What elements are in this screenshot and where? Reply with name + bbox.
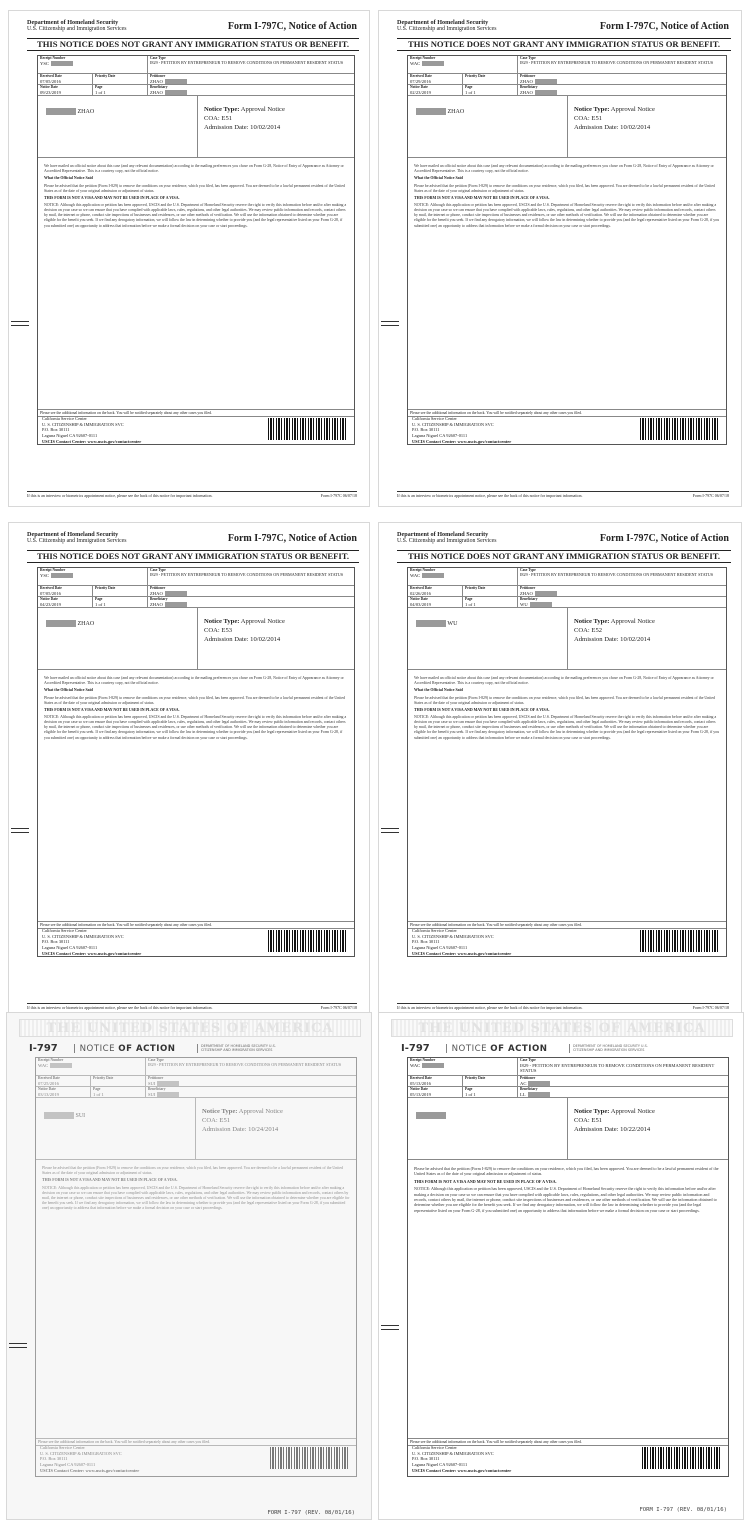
bottom-note: If this is an interview or biometrics appointment notice, please see the back of this notice for important information. Form I-797C 06/07/18 <box>397 493 729 498</box>
notice-date-label: Notice Date <box>410 85 428 89</box>
notice-type: Approval Notice <box>610 618 655 625</box>
petitioner-name: ZHAO <box>150 590 163 596</box>
notice-date-label: Notice Date <box>40 597 58 601</box>
case-type-label: Case Type <box>520 56 536 60</box>
dept-title: Department of Homeland Security <box>27 19 119 26</box>
approval-paragraph: Please be advised that the petition (Form I-829) to remove the conditions on your residence, which you filed, has been approved. You are deemed to be a lawful permanent resident of the United States as of the date of your original admission or adjustment of status. <box>414 183 716 193</box>
redaction <box>51 61 73 66</box>
redaction <box>535 591 557 596</box>
form-number: FORM I-797 (REV. 08/01/16) <box>267 1510 355 1516</box>
redaction <box>165 90 187 95</box>
petitioner-name: SUI <box>148 1080 156 1086</box>
approval-paragraph: Please be advised that the petition (Form I-829) to remove the conditions on your residence, which you filed, has been approved. You are deemed to be a lawful permanent resident of the United States as of the date of your original admission or adjustment of status. <box>44 695 346 705</box>
notice-body <box>42 1166 350 1213</box>
form-frame <box>407 55 727 445</box>
form-frame <box>35 1057 357 1477</box>
notice-page-3 <box>8 522 370 1019</box>
form-number: Form I-797C 06/07/18 <box>692 493 729 498</box>
petitioner-label: Petitioner <box>520 1076 536 1080</box>
notice-body <box>414 1166 722 1215</box>
admission-date: 10/22/2014 <box>620 1125 651 1133</box>
service-center: California Service Center U. S. CITIZENSHIP & IMMIGRATION SVC P.O. Box 30111 Laguna Niguel CA 92607-0111 USCIS Contact Center: www.uscis.gov/contactcenter <box>412 1445 512 1473</box>
page-count: 1 of 1 <box>95 601 106 607</box>
form-title: Form I-797C, Notice of Action <box>599 533 729 544</box>
received-label: Received Date <box>40 74 62 78</box>
dept-title: Department of Homeland Security <box>27 531 119 538</box>
notice-body <box>44 164 348 231</box>
redaction <box>422 1063 444 1068</box>
approval-paragraph: Please be advised that the petition (Form I-829) to remove the conditions on your residence, which you filed, has been approved. You are deemed to be a lawful permanent resident of the United States as of the date of your original admission or adjustment of status. <box>414 1166 719 1177</box>
page-label: Page <box>95 85 103 89</box>
footer-note: Please see the additional information on the back. You will be notified separately about any other cases you filed. <box>38 409 354 417</box>
form-frame <box>37 567 355 957</box>
admission-label: Admission Date: <box>574 123 619 131</box>
form-title: I-797 <box>401 1043 430 1054</box>
received-label: Received Date <box>410 586 432 590</box>
receipt-label: Receipt Number <box>410 1058 436 1062</box>
notice-type-label: Notice Type: <box>574 618 610 625</box>
receipt-number: WAC <box>410 60 421 66</box>
usa-banner: THE UNITED STATES OF AMERICA <box>19 1019 361 1037</box>
footer-note: Please see the additional information on the back. You will be notified separately about any other cases you filed. <box>408 1438 728 1446</box>
notice-body <box>414 676 720 743</box>
official-heading: What the Official Notice Said <box>414 688 463 693</box>
redaction <box>165 602 187 607</box>
barcode <box>642 1447 720 1469</box>
coa-value: E53 <box>221 626 233 634</box>
notice-date: 09/23/2019 <box>40 89 61 95</box>
approval-paragraph: Please be advised that the petition (Form I-829) to remove the conditions on your residence, which you filed, has been approved. You are deemed to be a lawful permanent resident of the United States as of the date of your original admission or adjustment of status. <box>44 183 346 193</box>
coa-value: E52 <box>591 626 603 634</box>
beneficiary-label: Beneficiary <box>150 85 168 89</box>
receipt-number: YSC <box>40 572 49 578</box>
form-frame <box>37 55 355 445</box>
footer-note: Please see the additional information on the back. You will be notified separately about any other cases you filed. <box>408 409 726 417</box>
beneficiary-name: LL <box>520 1091 526 1097</box>
notice-date: 04/03/2019 <box>410 601 431 607</box>
verification-paragraph: NOTICE: Although this application or petition has been approved, USCIS and the U.S. Department of Homeland Security reserve the right to verify this information before and/or after making a decision on your case so we can ensure that you have complied with applicable laws, rules, regulations, and other legal authorities. We may review public information and records, contact others by mail, the internet or phone, conduct site inspections of businesses and residences, or use other methods of verification. We will use the information obtained to determine whether you are eligible for the benefit you seek. If we find any derogatory information, we will follow the law in determining whether to provide you (and the legal representative listed on your Form G-28, if you submitted one) an opportunity to address that information before we make a formal decision on your case or start proceedings. <box>44 203 347 228</box>
notice-type-label: Notice Type: <box>204 106 240 113</box>
barcode <box>270 1447 348 1469</box>
coa-label: COA: <box>202 1116 218 1124</box>
beneficiary-label: Beneficiary <box>148 1087 166 1091</box>
coa-value: E51 <box>591 114 603 122</box>
case-type-label: Case Type <box>520 568 536 572</box>
page-count: 1 of 1 <box>93 1091 104 1097</box>
usa-banner: THE UNITED STATES OF AMERICA <box>391 1019 733 1037</box>
visa-warning: THIS FORM IS NOT A VISA AND MAY NOT BE USED IN PLACE OF A VISA. <box>42 1178 178 1183</box>
verification-paragraph: NOTICE: Although this application or petition has been approved, USCIS and the U.S. Department of Homeland Security reserve the right to verify this information before and/or after making a decision on your case so we can ensure that you have complied with applicable laws, rules, regulations, and other legal authorities. We may review public information and records, contact others by mail, the internet or phone, conduct site inspections of businesses and residences, or use other methods of verification. We will use the information obtained to determine whether you are eligible for the benefit you seek. If we find any derogatory information, we will follow the law in determining whether to provide you (and the legal representative listed on your Form G-28, if you submitted one) an opportunity to address that information before we make a formal decision on your case or start proceedings. <box>414 203 720 228</box>
punch-mark <box>381 321 399 326</box>
verification-paragraph: NOTICE: Although this application or petition has been approved, USCIS and the U.S. Department of Homeland Security reserve the right to verify this information before and/or after making a decision on your case so we can ensure that you have complied with applicable laws, rules, regulations, and other legal authorities. We may review public information and records, contact others by mail, the internet or phone, conduct site inspections of businesses and residences, or use other methods of verification. We will use the information obtained to determine whether you are eligible for the benefit you seek. If we find any derogatory information, we will follow the law in determining whether to provide you (and the legal representative listed on your Form G-28, if you submitted one) an opportunity to address that information before we make a formal decision on your case or start proceedings. <box>44 715 347 740</box>
addressee-name: ZHAO <box>77 108 95 115</box>
petitioner-label: Petitioner <box>148 1076 164 1080</box>
notice-date-label: Notice Date <box>410 597 428 601</box>
visa-warning: THIS FORM IS NOT A VISA AND MAY NOT BE USED IN PLACE OF A VISA. <box>414 1178 557 1184</box>
addressee-name: ZHAO <box>77 620 95 627</box>
official-heading: What the Official Notice Said <box>44 176 93 181</box>
coa-value: E51 <box>591 1116 603 1124</box>
courtesy-paragraph: We have mailed an official notice about this case (and any relevant documentation) according to the mailing preferences you chose on Form G-28, Notice of Entry of Appearance as Attorney or Accredited Representative. This is a courtesy copy, not the official notice. <box>44 164 344 174</box>
receipt-number: YSC <box>40 60 49 66</box>
coa-label: COA: <box>204 626 220 634</box>
form-number: FORM I-797 (REV. 08/01/16) <box>639 1507 727 1513</box>
petitioner-label: Petitioner <box>150 74 166 78</box>
beneficiary-label: Beneficiary <box>150 597 168 601</box>
punch-mark <box>381 1325 399 1330</box>
notice-of-action: | NOTICE OF ACTION <box>445 1044 548 1054</box>
receipt-label: Receipt Number <box>40 56 66 60</box>
notice-type-label: Notice Type: <box>204 618 240 625</box>
visa-warning: THIS FORM IS NOT A VISA AND MAY NOT BE USED IN PLACE OF A VISA. <box>414 707 550 712</box>
case-type: I829 - PETITION BY ENTREPRENEUR TO REMOVE CONDITIONS ON PERMANENT RESIDENT STATUS <box>150 59 344 65</box>
verification-paragraph: NOTICE: Although this application or petition has been approved, USCIS and the U.S. Department of Homeland Security reserve the right to verify this information before and/or after making a decision on your case so we can ensure that you have complied with applicable laws, rules, regulations, and other legal authorities. We may review public information and records, contact others by mail, the internet or phone, conduct site inspections of businesses and residences, or use other methods of verification. We will use the information obtained to determine whether you are eligible for the benefit you seek. If we find any derogatory information, we will follow the law in determining whether to provide you (and the legal representative listed on your Form G-28, if you submitted one) an opportunity to address that information before we make a formal decision on your case or start proceedings. <box>414 715 720 740</box>
admission-date: 10/24/2014 <box>248 1125 279 1133</box>
redaction <box>422 573 444 578</box>
courtesy-paragraph: We have mailed an official notice about this case (and any relevant documentation) according to the mailing preferences you chose on Form G-28, Notice of Entry of Appearance as Attorney or Accredited Representative. This is a courtesy copy, not the official notice. <box>44 676 344 686</box>
redaction <box>165 591 187 596</box>
beneficiary-name: SUI <box>148 1091 156 1097</box>
redaction <box>528 1081 550 1086</box>
redaction <box>416 620 446 627</box>
notice-page-6 <box>378 1012 744 1520</box>
barcode <box>268 930 346 952</box>
visa-warning: THIS FORM IS NOT A VISA AND MAY NOT BE USED IN PLACE OF A VISA. <box>44 707 180 712</box>
admission-date: 10/02/2014 <box>620 635 651 643</box>
admission-label: Admission Date: <box>574 635 619 643</box>
admission-date: 10/02/2014 <box>620 123 651 131</box>
petitioner-label: Petitioner <box>150 586 166 590</box>
dept-subtitle: U.S. Citizenship and Immigration Services <box>27 26 127 32</box>
notice-page-1 <box>8 10 370 507</box>
redaction <box>528 1092 550 1097</box>
redaction <box>157 1092 179 1097</box>
notice-date-label: Notice Date <box>38 1087 56 1091</box>
petitioner-name: ZHAO <box>150 78 163 84</box>
punch-mark <box>9 1343 27 1348</box>
case-type-label: Case Type <box>520 1058 536 1062</box>
official-heading: What the Official Notice Said <box>44 688 93 693</box>
notice-type: Approval Notice <box>240 106 285 113</box>
notice-type: Approval Notice <box>610 1108 655 1115</box>
dept-title: Department of Homeland Security <box>397 19 489 26</box>
coa-value: E51 <box>219 1116 231 1124</box>
received-date: 07/25/2016 <box>38 1080 59 1086</box>
form-title: Form I-797C, Notice of Action <box>599 21 729 32</box>
petitioner-name: ZHAO <box>520 590 533 596</box>
page-count: 1 of 1 <box>95 89 106 95</box>
received-date: 07/05/2016 <box>40 590 61 596</box>
page-label: Page <box>95 597 103 601</box>
received-date: 07/29/2016 <box>410 78 431 84</box>
receipt-number: WAC <box>410 1062 421 1068</box>
notice-date: 05/13/2019 <box>410 1091 431 1097</box>
redaction <box>50 1063 72 1068</box>
form-number: Form I-797C 06/07/18 <box>320 1005 357 1010</box>
notice-type-label: Notice Type: <box>574 106 610 113</box>
footer-note: Please see the additional information on the back. You will be notified separately about any other cases you filed. <box>408 921 726 929</box>
redaction <box>530 602 552 607</box>
page-count: 1 of 1 <box>465 89 476 95</box>
redaction <box>46 108 76 115</box>
punch-mark <box>11 321 29 326</box>
service-center: California Service Center U. S. CITIZENSHIP & IMMIGRATION SVC P.O. Box 30111 Laguna Niguel CA 92607-0111 USCIS Contact Center: www.uscis.gov/contactcenter <box>412 928 512 956</box>
admission-label: Admission Date: <box>202 1125 247 1133</box>
notice-type-label: Notice Type: <box>574 1108 610 1115</box>
beneficiary-label: Beneficiary <box>520 597 538 601</box>
notice-body <box>414 164 720 231</box>
disclaimer-banner: THIS NOTICE DOES NOT GRANT ANY IMMIGRATION STATUS OR BENEFIT. <box>397 550 731 563</box>
redaction <box>44 1112 74 1119</box>
footer-note: Please see the additional information on the back. You will be notified separately about any other cases you filed. <box>38 921 354 929</box>
receipt-number: WAC <box>38 1062 49 1068</box>
receipt-label: Receipt Number <box>410 56 436 60</box>
received-label: Received Date <box>410 1076 432 1080</box>
bottom-note: If this is an interview or biometrics appointment notice, please see the back of this notice for important information. Form I-797C 06/07/18 <box>27 493 357 498</box>
redaction <box>535 90 557 95</box>
priority-label: Priority Date <box>95 586 116 590</box>
approval-paragraph: Please be advised that the petition (Form I-829) to remove the conditions on your residence, which you filed, has been approved. You are deemed to be a lawful permanent resident of the United States as of the date of your original admission or adjustment of status. <box>414 695 716 705</box>
redaction <box>157 1081 179 1086</box>
beneficiary-name: ZHAO <box>520 89 533 95</box>
case-type-label: Case Type <box>148 1058 164 1062</box>
case-type: I829 - PETITION BY ENTREPRENEUR TO REMOVE CONDITIONS ON PERMANENT RESIDENT STATUS <box>150 571 344 577</box>
notice-type: Approval Notice <box>610 106 655 113</box>
form-number: Form I-797C 06/07/18 <box>320 493 357 498</box>
bottom-note: If this is an interview or biometrics appointment notice, please see the back of this notice for important information. Form I-797C 06/07/18 <box>27 1005 357 1010</box>
service-center: California Service Center U. S. CITIZENSHIP & IMMIGRATION SVC P.O. Box 30111 Laguna Niguel CA 92607-0111 USCIS Contact Center: www.uscis.gov/contactcenter <box>42 928 142 956</box>
case-type: I829 - PETITION BY ENTREPRENEUR TO REMOVE CONDITIONS ON PERMANENT RESIDENT STATUS <box>520 571 714 577</box>
received-label: Received Date <box>40 586 62 590</box>
approval-paragraph: Please be advised that the petition (Form I-829) to remove the conditions on your residence, which you filed, has been approved. You are deemed to be a lawful permanent resident of the United States as of the date of your original admission or adjustment of status. <box>42 1166 344 1176</box>
notice-body <box>44 676 348 743</box>
beneficiary-name: WU <box>520 601 528 607</box>
notice-date: 02/23/2019 <box>410 89 431 95</box>
notice-page-5 <box>6 1012 372 1520</box>
punch-mark <box>11 828 29 833</box>
received-label: Received Date <box>38 1076 60 1080</box>
form-frame <box>407 567 727 957</box>
addressee-name: ZHAO <box>447 108 465 115</box>
service-center: California Service Center U. S. CITIZENSHIP & IMMIGRATION SVC P.O. Box 30111 Laguna Niguel CA 92607-0111 USCIS Contact Center: www.uscis.gov/contactcenter <box>412 416 512 444</box>
disclaimer-banner: THIS NOTICE DOES NOT GRANT ANY IMMIGRATION STATUS OR BENEFIT. <box>27 38 359 51</box>
coa-label: COA: <box>574 626 590 634</box>
redaction <box>416 1112 446 1119</box>
petitioner-name: ZHAO <box>520 78 533 84</box>
visa-warning: THIS FORM IS NOT A VISA AND MAY NOT BE USED IN PLACE OF A VISA. <box>414 195 550 200</box>
dept-block: DEPARTMENT OF HOMELAND SECURITY U.S. CITIZENSHIP AND IMMIGRATION SERVICES <box>569 1044 669 1053</box>
received-date: 05/13/2016 <box>410 1080 431 1086</box>
page-count: 1 of 1 <box>465 601 476 607</box>
bottom-note: If this is an interview or biometrics appointment notice, please see the back of this notice for important information. Form I-797C 06/07/18 <box>397 1005 729 1010</box>
coa-value: E51 <box>221 114 233 122</box>
dept-subtitle: U.S. Citizenship and Immigration Services <box>397 26 497 32</box>
barcode <box>268 418 346 440</box>
redaction <box>51 573 73 578</box>
form-title: Form I-797C, Notice of Action <box>227 21 357 32</box>
beneficiary-label: Beneficiary <box>520 1087 538 1091</box>
redaction <box>46 620 76 627</box>
receipt-label: Receipt Number <box>410 568 436 572</box>
notice-page-2 <box>378 10 742 507</box>
page-count: 1 of 1 <box>465 1091 476 1097</box>
form-title: I-797 <box>29 1043 58 1054</box>
redaction <box>422 61 444 66</box>
page-label: Page <box>93 1087 101 1091</box>
official-heading: What the Official Notice Said <box>414 176 463 181</box>
beneficiary-name: ZHAO <box>150 601 163 607</box>
dept-subtitle: U.S. Citizenship and Immigration Services <box>397 538 497 544</box>
admission-date: 10/02/2014 <box>250 635 281 643</box>
notice-date-label: Notice Date <box>40 85 58 89</box>
priority-label: Priority Date <box>95 74 116 78</box>
petitioner-label: Petitioner <box>520 586 536 590</box>
admission-label: Admission Date: <box>204 635 249 643</box>
page-label: Page <box>465 597 473 601</box>
form-title: Form I-797C, Notice of Action <box>227 533 357 544</box>
addressee-name: WU <box>447 620 458 627</box>
page-label: Page <box>465 1087 473 1091</box>
notice-type: Approval Notice <box>238 1108 283 1115</box>
notice-date-label: Notice Date <box>410 1087 428 1091</box>
footer-note: Please see the additional information on the back. You will be notified separately about any other cases you filed. <box>36 1438 356 1446</box>
priority-label: Priority Date <box>465 74 486 78</box>
coa-label: COA: <box>204 114 220 122</box>
admission-label: Admission Date: <box>204 123 249 131</box>
dept-subtitle: U.S. Citizenship and Immigration Services <box>27 538 127 544</box>
petitioner-label: Petitioner <box>520 74 536 78</box>
case-type: I829 - PETITION BY ENTREPRENEUR TO REMOVE CONDITIONS ON PERMANENT RESIDENT STATUS <box>520 59 714 65</box>
punch-mark <box>381 828 399 833</box>
notice-type: Approval Notice <box>240 618 285 625</box>
notice-date: 03/13/2019 <box>38 1091 59 1097</box>
priority-label: Priority Date <box>93 1076 114 1080</box>
redaction <box>165 79 187 84</box>
case-type: I829 - PETITION BY ENTREPRENEUR TO REMOVE CONDITIONS ON PERMANENT RESIDENT STATUS <box>520 1062 715 1074</box>
notice-of-action: | NOTICE OF ACTION <box>73 1044 176 1054</box>
service-center: California Service Center U. S. CITIZENSHIP & IMMIGRATION SVC P.O. Box 30111 Laguna Niguel CA 92607-0111 USCIS Contact Center: www.uscis.gov/contactcenter <box>40 1445 140 1473</box>
redaction <box>535 79 557 84</box>
barcode <box>640 418 718 440</box>
receipt-number: WAC <box>410 572 421 578</box>
received-label: Received Date <box>410 74 432 78</box>
redaction <box>416 108 446 115</box>
coa-label: COA: <box>574 1116 590 1124</box>
case-type: I829 - PETITION BY ENTREPRENEUR TO REMOVE CONDITIONS ON PERMANENT RESIDENT STATUS <box>148 1061 342 1067</box>
petitioner-name: AC <box>520 1080 527 1086</box>
page-label: Page <box>465 85 473 89</box>
receipt-label: Receipt Number <box>40 568 66 572</box>
received-date: 07/05/2016 <box>40 78 61 84</box>
case-type-label: Case Type <box>150 568 166 572</box>
priority-label: Priority Date <box>465 586 486 590</box>
courtesy-paragraph: We have mailed an official notice about this case (and any relevant documentation) according to the mailing preferences you chose on Form G-28, Notice of Entry of Appearance as Attorney or Accredited Representative. This is a courtesy copy, not the official notice. <box>414 164 714 174</box>
notice-date: 04/23/2019 <box>40 601 61 607</box>
priority-label: Priority Date <box>465 1076 486 1080</box>
addressee-name: SUI <box>75 1112 86 1119</box>
receipt-label: Receipt Number <box>38 1058 64 1062</box>
form-frame <box>407 1057 729 1477</box>
disclaimer-banner: THIS NOTICE DOES NOT GRANT ANY IMMIGRATION STATUS OR BENEFIT. <box>27 550 359 563</box>
notice-type-label: Notice Type: <box>202 1108 238 1115</box>
case-type-label: Case Type <box>150 56 166 60</box>
dept-block: DEPARTMENT OF HOMELAND SECURITY U.S. CITIZENSHIP AND IMMIGRATION SERVICES <box>197 1044 297 1053</box>
dept-title: Department of Homeland Security <box>397 531 489 538</box>
beneficiary-name: ZHAO <box>150 89 163 95</box>
visa-warning: THIS FORM IS NOT A VISA AND MAY NOT BE USED IN PLACE OF A VISA. <box>44 195 180 200</box>
received-date: 02/26/2016 <box>410 590 431 596</box>
form-number: Form I-797C 06/07/18 <box>692 1005 729 1010</box>
admission-label: Admission Date: <box>574 1125 619 1133</box>
admission-date: 10/02/2014 <box>250 123 281 131</box>
disclaimer-banner: THIS NOTICE DOES NOT GRANT ANY IMMIGRATION STATUS OR BENEFIT. <box>397 38 731 51</box>
verification-paragraph: NOTICE: Although this application or petition has been approved, USCIS and the U.S. Department of Homeland Security reserve the right to verify this information before and/or after making a decision on your case so we can ensure that you have complied with applicable laws, rules, regulations, and other legal authorities. We may review public information and records, contact others by mail, the internet or phone, conduct site inspections of businesses and residences, or use other methods of verification. We will use the information obtained to determine whether you are eligible for the benefit you seek. If we find any derogatory information, we will follow the law in determining whether to provide you (and the legal representative listed on your Form G-28, if you submitted one) an opportunity to address that information before we make a formal decision on your case or start proceedings. <box>42 1185 350 1210</box>
barcode <box>640 930 718 952</box>
courtesy-paragraph: We have mailed an official notice about this case (and any relevant documentation) according to the mailing preferences you chose on Form G-28, Notice of Entry of Appearance as Attorney or Accredited Representative. This is a courtesy copy, not the official notice. <box>414 676 714 686</box>
service-center: California Service Center U. S. CITIZENSHIP & IMMIGRATION SVC P.O. Box 30111 Laguna Niguel CA 92607-0111 USCIS Contact Center: www.uscis.gov/contactcenter <box>42 416 142 444</box>
verification-paragraph: NOTICE: Although this application or petition has been approved, USCIS and the U.S. Department of Homeland Security reserve the right to verify this information before and/or after making a decision on your case so we can ensure that you have complied with applicable laws, rules, regulations, and other legal authorities. We may review public information and records, contact others by mail, the internet or phone, conduct site inspections of businesses and residences, or use other methods of verification. We will use the information obtained to determine whether you are eligible for the benefit you seek. If we find any derogatory information, we will follow the law in determining whether to provide you (and the legal representative listed on your Form G-28, if you submitted one) an opportunity to address that information before we make a formal decision on your case or start proceedings. <box>414 1186 717 1213</box>
notice-page-4 <box>378 522 742 1019</box>
coa-label: COA: <box>574 114 590 122</box>
beneficiary-label: Beneficiary <box>520 85 538 89</box>
